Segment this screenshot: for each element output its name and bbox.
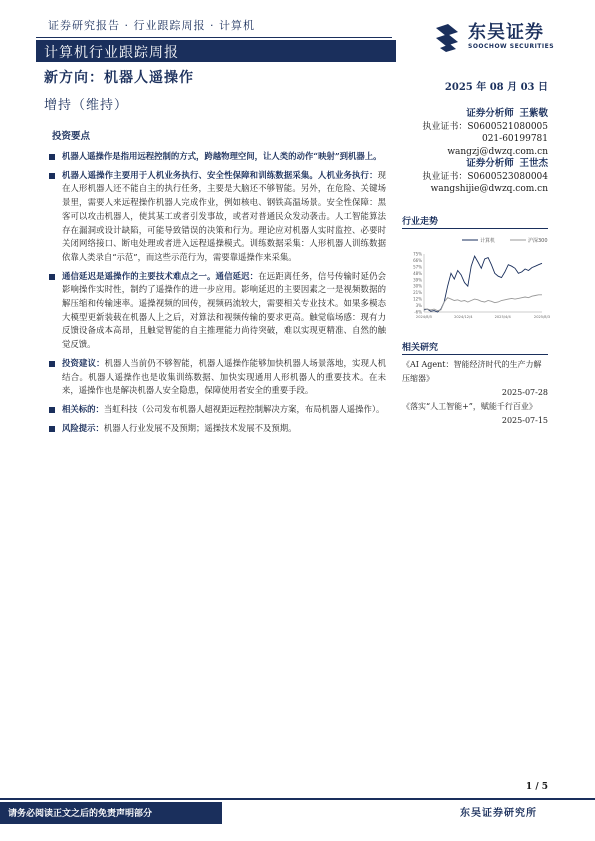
related-item-title[interactable]: 《落实“人工智能+”，赋能千行百业》 (402, 402, 537, 411)
y-tick-label: 12% (413, 296, 422, 302)
title-bar (36, 40, 396, 62)
analyst-role: 证券分析师 (466, 108, 514, 119)
list-item (44, 169, 386, 265)
cert-label: 执业证书： (422, 171, 468, 182)
list-item (44, 422, 386, 436)
x-tick-label: 2024/8/5 (415, 315, 433, 319)
report-headline: 新方向：机器人遥操作 (44, 70, 194, 86)
bullet-body: 机器人行业发展不及预期；遥操技术发展不及预期。 (103, 422, 297, 433)
logo-text-en: SOOCHOW SECURITIES (468, 43, 555, 50)
rating-label: 增持（维持） (44, 98, 129, 113)
related-item-title[interactable]: 《AI Agent：智能经济时代的生产力解压缩器》 (402, 360, 542, 383)
trend-title: 行业走势 (402, 217, 439, 227)
disclaimer-text: 请务必阅读正文之后的免责声明部分 (8, 809, 153, 819)
logo-mark-icon (432, 22, 462, 52)
analyst-name: 王世杰 (519, 158, 548, 169)
y-tick-label: 3% (415, 303, 422, 309)
report-date: 2025 年 08 月 03 日 (444, 82, 548, 93)
y-tick-label: 39% (413, 277, 422, 283)
related-title: 相关研究 (402, 343, 439, 353)
cert-number: S0600523080004 (467, 171, 548, 182)
bullet-square-icon (49, 173, 55, 179)
legend-label: 沪深300 (528, 238, 548, 244)
analyst-block-1 (398, 108, 548, 158)
list-item (44, 150, 386, 164)
x-tick-label: 2025/4/4 (494, 315, 511, 319)
related-rule (402, 354, 548, 355)
industry-trend-chart (402, 232, 551, 324)
bullet-square-icon (49, 274, 55, 280)
page-number: 1 / 5 (525, 782, 548, 792)
list-item (44, 357, 386, 398)
related-item-date: 2025-07-15 (501, 416, 548, 425)
company-logo (432, 20, 562, 56)
y-tick-label: 48% (413, 270, 422, 276)
list-item (44, 403, 386, 417)
list-item (44, 270, 386, 352)
section-title: 投资要点 (52, 131, 91, 142)
key-points-list (44, 150, 386, 440)
disclaimer-bar (0, 802, 222, 824)
bullet-lead: 机器人遥操作主要用于人机业务执行、安全性保障和训练数据采集。人机业务执行： (62, 169, 378, 180)
bullet-lead: 机器人遥操作是指用远程控制的方式，跨越物理空间，让人类的动作“映射”到机器上。 (62, 151, 382, 161)
analyst-email: wangshijie@dwzq.com.cn (430, 184, 548, 194)
legend-label: 计算机 (480, 238, 496, 244)
y-tick-label: 21% (413, 290, 422, 296)
x-tick-label: 2024/12/4 (454, 315, 473, 319)
y-tick-label: 57% (413, 264, 422, 270)
doc-type-label: 证券研究报告 · 行业跟踪周报 · 计算机 (48, 19, 255, 32)
analyst-phone: 021-60199781 (481, 134, 548, 144)
series-line (424, 295, 542, 311)
y-tick-label: 66% (413, 257, 422, 263)
related-item-date: 2025-07-28 (501, 388, 548, 397)
bullet-square-icon (49, 361, 55, 367)
bullet-square-icon (49, 154, 55, 160)
bullet-lead: 相关标的： (62, 403, 104, 414)
cert-number: S0600521080005 (467, 121, 548, 132)
y-tick-label: 30% (413, 283, 422, 289)
bullet-lead: 投资建议： (62, 357, 105, 368)
bullet-body: 当虹科技（公司发布机器人超视距远程控制解决方案，布局机器人遥操作）。 (103, 403, 385, 414)
trend-rule (402, 228, 548, 229)
bullet-lead: 通信延迟是遥操作的主要技术难点之一。通信延迟： (62, 270, 259, 281)
bullet-body: 在远距离任务，信号传输时延仍会影响操作实时性，制约了遥操作的进一步应用。影响延迟的主要因素之一是视频数据的解压缩和传输速率。遥操视频的回传，视频码流较大，需要相关专业技术。如果多模态大模型更新装载在机器人上之后，对算法和视频传输的要求更高。触觉临场感：现有力反馈设备成本高昂，且触觉智能的自主推理能力尚待突破，难以实现更精准、自然的触觉反馈。 (62, 270, 387, 350)
footer-company: 东吴证券研究所 (460, 808, 537, 819)
bullet-body: 机器人当前仍不够智能，机器人遥操作能够加快机器人场景落地，实现人机结合。机器人遥操作也是收集训练数据、加快实现通用人形机器人的重要技术。在未来，遥操作也是解决机器人安全隐患，保障使用者安全的重要手段。 (62, 357, 387, 396)
analyst-email: wangzj@dwzq.com.cn (447, 146, 548, 157)
y-tick-label: -6% (414, 309, 422, 315)
x-tick-label: 2025/8/3 (533, 315, 551, 319)
bullet-lead: 风险提示： (62, 422, 104, 433)
report-series-title: 计算机行业跟踪周报 (44, 45, 179, 61)
cert-label: 执业证书： (422, 121, 468, 132)
bullet-square-icon (49, 407, 55, 413)
related-list (402, 358, 548, 428)
series-line (424, 256, 542, 312)
footer-rule (0, 798, 595, 800)
analyst-role: 证券分析师 (466, 158, 514, 169)
analyst-block-2 (398, 158, 548, 196)
bullet-body: 现在人形机器人还不能自主的执行任务，主要是大脑还不够智能。另外，在危险、关键场景里，需要人来远程操作机器人完成作业，例如核电、钢铁高温场景。安全性保障：黑客可以攻击机器人，使其某工或者引发事故，或者对普通民众发动袭击。人工智能算法存在漏洞或设计缺陷，可能导致错误的决策和行为。理论应对机器人实时监控、必要时关闭网络接口、断电处理或者进入远程遥操模式。训练数据采集：人形机器人训练数据依靠人类录自“示范”，而这些示范行为，需要靠遥操作来采集。 (62, 169, 386, 262)
header-rule (36, 37, 392, 38)
logo-text-cn: 东吴证券 (468, 22, 544, 43)
analyst-name: 王紫敬 (519, 108, 548, 119)
y-tick-label: 75% (413, 251, 422, 257)
bullet-square-icon (49, 426, 55, 432)
